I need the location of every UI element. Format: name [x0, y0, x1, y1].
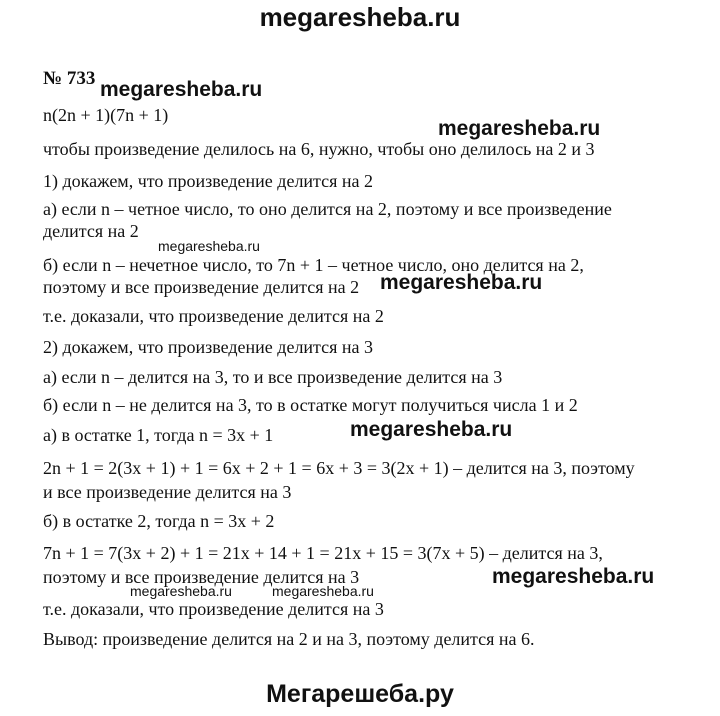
solution-line: 7n + 1 = 7(3x + 2) + 1 = 21x + 14 + 1 = 21x + 15 = 3(7x + 5) – делится на 3,	[43, 543, 603, 563]
solution-line: 1) докажем, что произведение делится на 2	[43, 171, 374, 191]
solution-line: 2n + 1 = 2(3x + 1) + 1 = 6x + 2 + 1 = 6x + 3 = 3(2x + 1) – делится на 3, поэтому	[43, 458, 635, 478]
solution-line: делится на 2	[43, 221, 139, 241]
watermark: megaresheba.ru	[130, 583, 232, 599]
site-header: megaresheba.ru	[259, 2, 461, 32]
solution-line: чтобы произведение делилось на 6, нужно, чтобы оно делилось на 2 и 3	[43, 139, 595, 159]
watermark: megaresheba.ru	[380, 271, 543, 294]
solution-line: т.е. доказали, что произведение делится на 2	[43, 306, 384, 326]
solution-line: т.е. доказали, что произведение делится на 3	[43, 599, 384, 619]
solution-line: а) если n – четное число, то оно делится на 2, поэтому и все произведение	[43, 199, 612, 219]
watermark: megaresheba.ru	[350, 418, 513, 441]
solution-line: а) в остатке 1, тогда n = 3x + 1	[43, 425, 274, 445]
solution-line: поэтому и все произведение делится на 2	[43, 277, 360, 297]
watermark: megaresheba.ru	[438, 117, 601, 140]
solution-line: n(2n + 1)(7n + 1)	[43, 105, 169, 125]
solution-line: поэтому и все произведение делится на 3	[43, 567, 360, 587]
watermark: megaresheba.ru	[100, 78, 263, 101]
solution-line: б) в остатке 2, тогда n = 3x + 2	[43, 511, 275, 531]
watermark: megaresheba.ru	[492, 565, 655, 588]
solution-line: б) если n – не делится на 3, то в остатке могут получиться числа 1 и 2	[43, 395, 578, 415]
problem-number: № 733	[43, 68, 96, 89]
solution-line: и все произведение делится на 3	[43, 482, 292, 502]
site-footer: Мегарешеба.ру	[266, 680, 454, 708]
solution-line: 2) докажем, что произведение делится на 3	[43, 337, 374, 357]
solution-line: Вывод: произведение делится на 2 и на 3, поэтому делится на 6.	[43, 629, 535, 649]
solution-line: б) если n – нечетное число, то 7n + 1 – четное число, оно делится на 2,	[43, 255, 584, 275]
watermark: megaresheba.ru	[158, 238, 260, 254]
solution-line: а) если n – делится на 3, то и все произведение делится на 3	[43, 367, 503, 387]
watermark: megaresheba.ru	[272, 583, 374, 599]
